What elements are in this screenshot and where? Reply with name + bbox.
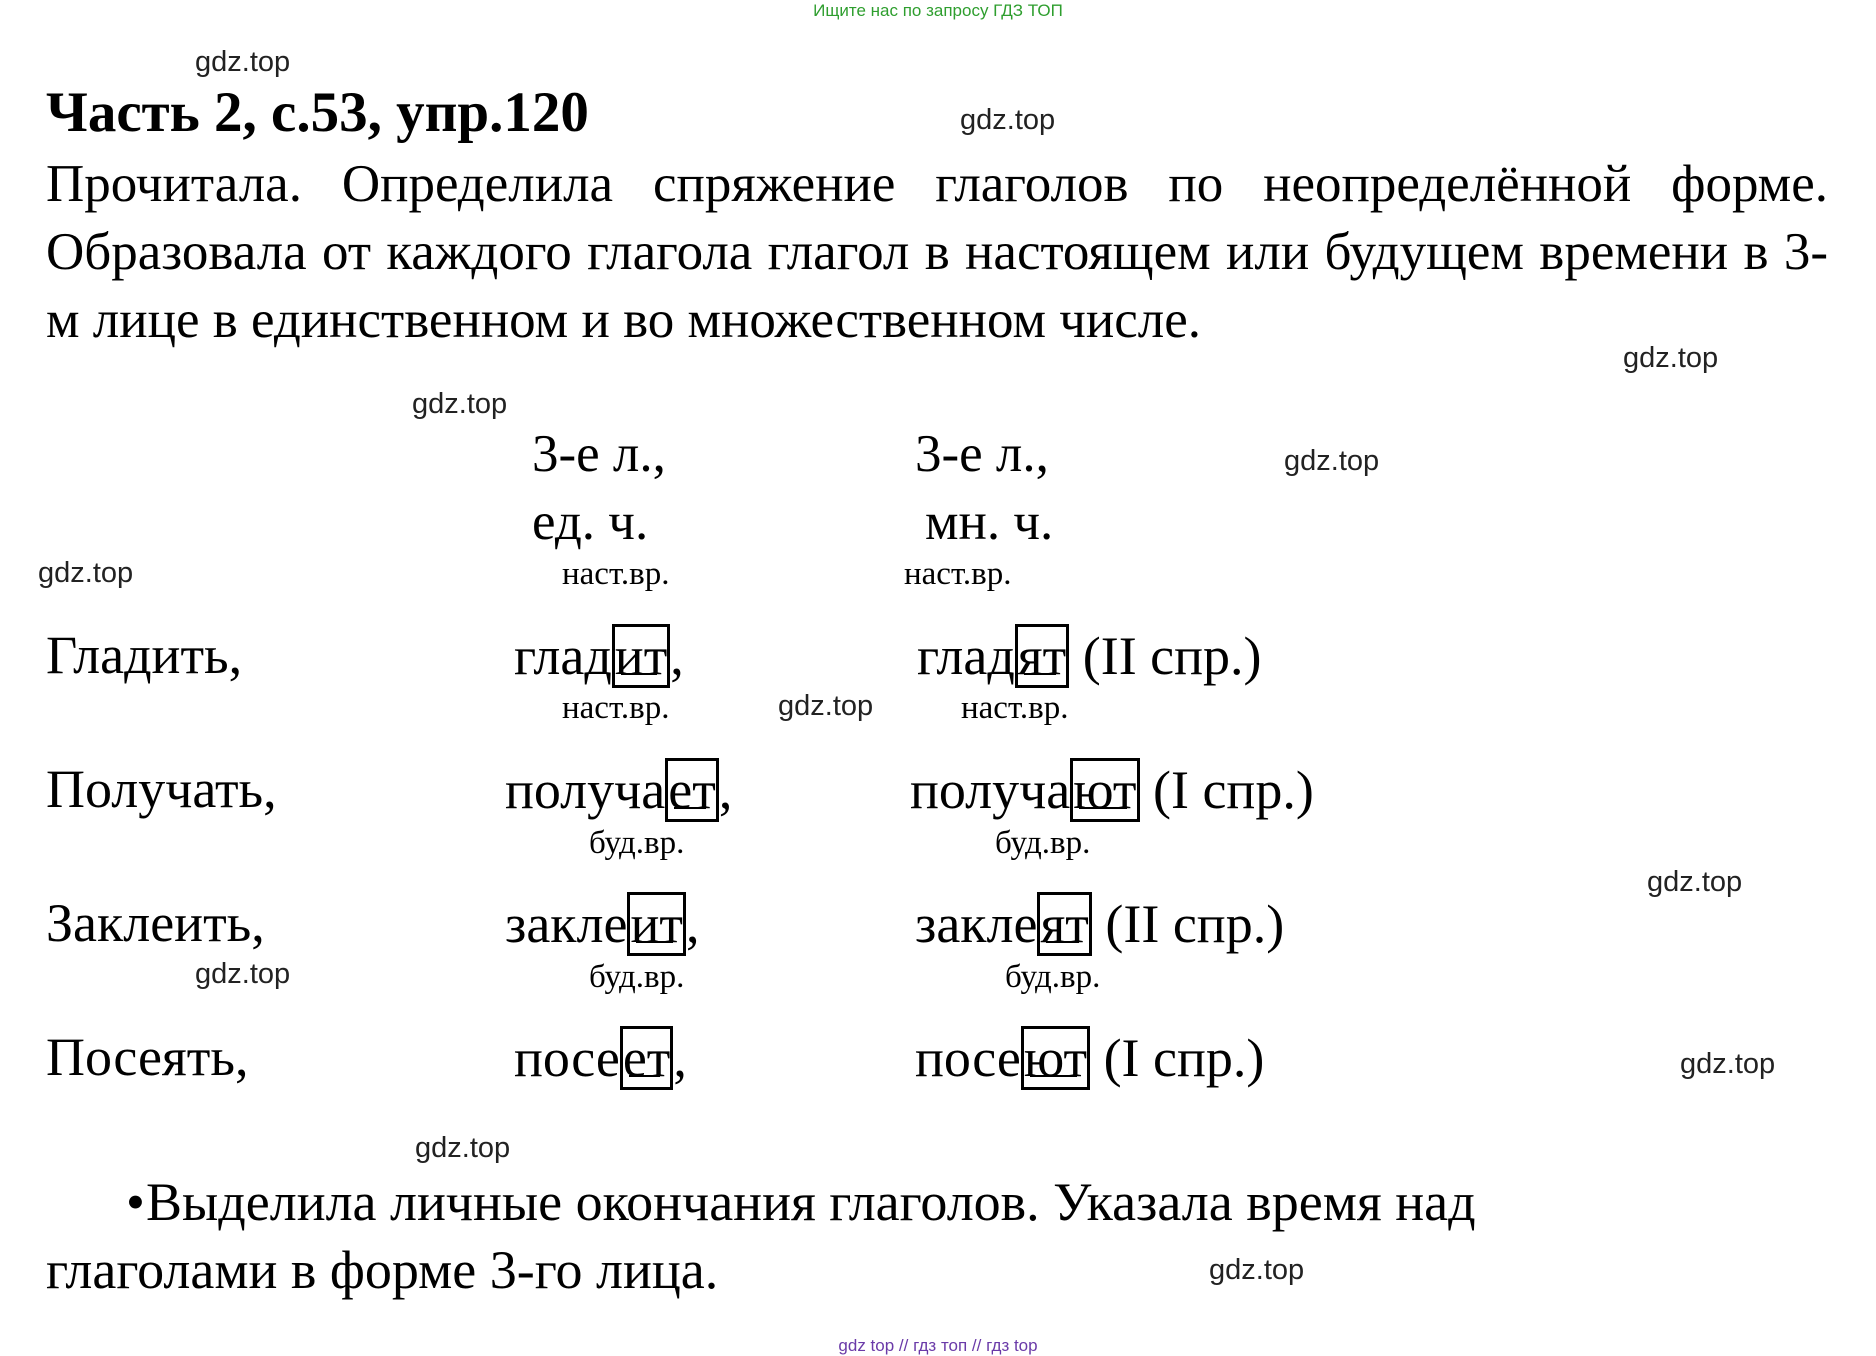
ending-box: ит <box>612 624 671 688</box>
intro-paragraph: Прочитала. Определила спряжение глаголов по неопределённой форме. Образовала от каждого глагола глагол в настоящем или будущем времени в 3-м лице в единственном и во множественном числе. <box>46 155 1828 349</box>
tense-label: наст.вр. <box>562 690 670 726</box>
header-plural-number: мн. ч. <box>925 493 1054 551</box>
page-title: Часть 2, с.53, упр.120 <box>46 81 589 144</box>
watermark: gdz.top <box>1209 1254 1305 1286</box>
bullet-icon: • <box>126 1172 145 1232</box>
tense-label: наст.вр. <box>904 556 1012 592</box>
tense-label: буд.вр. <box>995 825 1091 861</box>
watermark: gdz.top <box>195 46 291 78</box>
singular-form: посеет, <box>514 1028 687 1088</box>
ending-box: ют <box>1070 758 1139 822</box>
ending-box: ет <box>665 758 719 822</box>
watermark: gdz.top <box>195 958 291 990</box>
watermark: gdz.top <box>412 388 508 420</box>
header-singular-person: 3-е л., <box>532 425 666 483</box>
infinitive: Посеять, <box>46 1027 249 1087</box>
watermark: gdz.top <box>778 690 874 722</box>
watermark: gdz.top <box>1284 445 1380 477</box>
infinitive: Гладить, <box>46 625 243 685</box>
plural-form: получают (I спр.) <box>910 760 1314 820</box>
watermark: gdz.top <box>415 1132 511 1164</box>
tense-label: буд.вр. <box>589 959 685 995</box>
tense-label: буд.вр. <box>1005 959 1101 995</box>
watermark: gdz.top <box>960 104 1056 136</box>
singular-form: гладит, <box>514 626 684 686</box>
plural-form: заклеят (II спр.) <box>915 894 1285 954</box>
plural-form: гладят (II спр.) <box>917 626 1262 686</box>
tense-label: буд.вр. <box>589 825 685 861</box>
header-plural-person: 3-е л., <box>915 425 1049 483</box>
note-paragraph <box>46 1168 1646 1304</box>
ending-box: ят <box>1015 624 1069 688</box>
singular-form: заклеит, <box>505 894 700 954</box>
infinitive: Заклеить, <box>46 893 265 953</box>
tense-label: наст.вр. <box>961 690 1069 726</box>
tense-label: наст.вр. <box>562 556 670 592</box>
ending-box: ют <box>1021 1026 1090 1090</box>
header-singular-number: ед. ч. <box>532 493 649 551</box>
ending-box: ит <box>627 892 686 956</box>
bottom-banner: gdz top // гдз топ // гдз top <box>838 1336 1038 1355</box>
plural-form: посеют (I спр.) <box>915 1028 1265 1088</box>
watermark: gdz.top <box>1623 342 1719 374</box>
watermark: gdz.top <box>1647 866 1743 898</box>
infinitive: Получать, <box>46 759 277 819</box>
watermark: gdz.top <box>38 557 134 589</box>
ending-box: ят <box>1037 892 1091 956</box>
singular-form: получает, <box>505 760 733 820</box>
ending-box: ет <box>620 1026 674 1090</box>
watermark: gdz.top <box>1680 1048 1776 1080</box>
top-banner: Ищите нас по запросу ГДЗ ТОП <box>813 1 1063 20</box>
note-text: Выделила личные окончания глаголов. Указала время над глаголами в форме 3-го лица. <box>46 1172 1476 1300</box>
